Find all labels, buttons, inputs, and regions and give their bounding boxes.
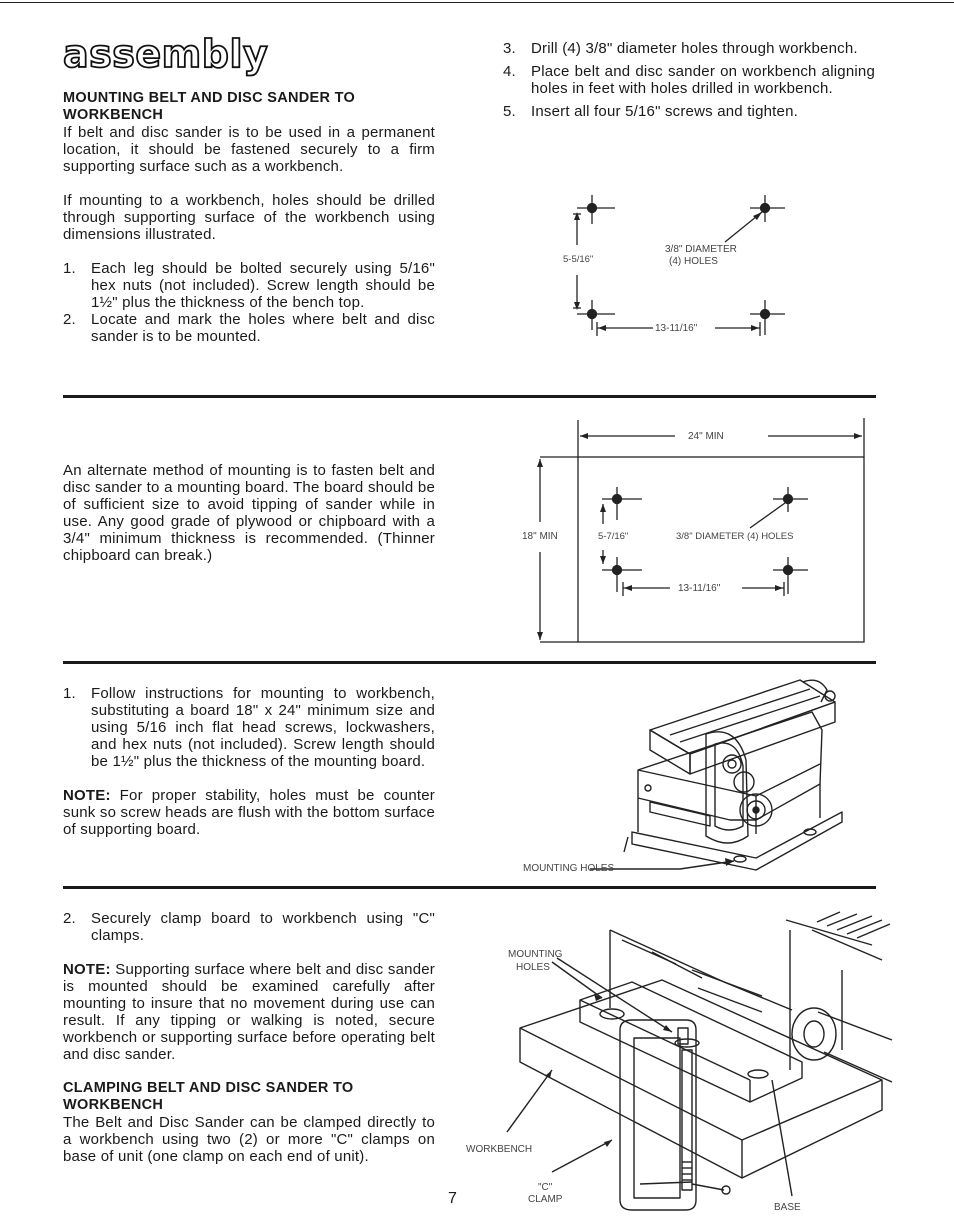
step-number: 4. (503, 63, 516, 80)
step-text: Drill (4) 3/8" diameter holes through workbench. (531, 40, 858, 57)
clamp-illustration (462, 900, 902, 1218)
dimensions-paragraph: If mounting to a workbench, holes should be drilled through supporting surface of the workbench using dimensions illustrated. (63, 192, 435, 243)
clamping-paragraph: The Belt and Disc Sander can be clamped directly to a workbench using two (2) or more "C" clamps on base of unit (one clamp on each end of unit). (63, 1114, 435, 1165)
clamp-label: "C" (538, 1182, 553, 1193)
horizontal-dimension-label: 13-11/16" (678, 583, 721, 594)
page-title: assembly (63, 32, 269, 76)
mounting-label: MOUNTING (508, 949, 563, 960)
note-label: NOTE: (63, 787, 111, 804)
sander-mounting-illustration (520, 672, 850, 877)
section-heading-mounting: MOUNTING BELT AND DISC SANDER TO WORKBENCH (63, 90, 356, 123)
page-number: 7 (448, 1190, 457, 1207)
step-number: 3. (503, 40, 516, 57)
step-text: Locate and mark the holes where belt and disc sander is to be mounted. (91, 311, 435, 345)
hole-label: 3/8" DIAMETER (665, 244, 737, 255)
list-item (503, 103, 875, 120)
mounting-holes-label: MOUNTING HOLES (523, 863, 615, 874)
top-border (0, 2, 954, 3)
workbench-label: WORKBENCH (466, 1144, 533, 1155)
list-item (503, 63, 875, 97)
clamp-label-line2: CLAMP (528, 1194, 563, 1205)
hole-count-label: (4) HOLES (669, 256, 718, 267)
vertical-dimension-label: 5-5/16" (563, 254, 594, 265)
step-number: 1. (63, 685, 76, 702)
list-item (503, 40, 875, 57)
note-label: NOTE: (63, 961, 111, 978)
board-width-label: 24" MIN (688, 431, 724, 442)
section-divider (63, 661, 876, 664)
holes-label: HOLES (516, 962, 550, 973)
section-clamping (63, 910, 435, 1165)
section-divider (63, 395, 876, 398)
intro-paragraph: If belt and disc sander is to be used in a permanent location, it should be fastened securely to a firm supporting surface such as a workbench. (63, 124, 435, 175)
step-number: 5. (503, 103, 516, 120)
vertical-dimension-label: 5-7/16" (598, 531, 629, 542)
stability-note (63, 787, 435, 838)
step-number: 2. (63, 311, 76, 328)
section-mounting-board (63, 462, 435, 564)
note-text: Supporting surface where belt and disc sander is mounted should be examined carefully after mounting to insure that no movement during use can result. If any tipping or walking is noted, secure workbench or supporting surface before operating belt and disc sander. (63, 961, 436, 1063)
horizontal-dimension-label: 13-11/16" (655, 323, 698, 334)
step-text: Insert all four 5/16" screws and tighten. (531, 103, 798, 120)
note-text: For proper stability, holes must be counter sunk so screw heads are flush with the bottom surface of supporting board. (63, 787, 435, 838)
step-text: Follow instructions for mounting to workbench, substituting a board 18" x 24" minimum size and using 5/16 inch flat head screws, lockwashers, and hex nuts (not included). Screw length should be 1½" plus the thickness of the mounting board. (91, 685, 435, 770)
step-text: Each leg should be bolted securely using 5/16" hex nuts (not included). Screw length should be 1½" plus the thickness of the bench top. (91, 260, 435, 311)
board-height-label: 18" MIN (522, 531, 558, 542)
section-board-instructions (63, 685, 435, 838)
step-text: Securely clamp board to workbench using "C" clamps. (91, 910, 435, 944)
section-divider (63, 886, 876, 889)
mounting-board-paragraph: An alternate method of mounting is to fasten belt and disc sander to a mounting board. The board should be of sufficient size to avoid tipping of sander while in use. Any good grade of plywood or chipboard with a 3/4" minimum thickness is recommended. (Thinner chipboard can break.) (63, 462, 435, 564)
step-number: 1. (63, 260, 76, 277)
list-item (63, 910, 435, 944)
step-number: 2. (63, 910, 76, 927)
supporting-surface-note (63, 961, 435, 1063)
mounting-board-diagram (510, 412, 880, 647)
section-heading-clamping: CLAMPING BELT AND DISC SANDER TO WORKBENCH (63, 1080, 354, 1113)
hole-label: 3/8" DIAMETER (4) HOLES (676, 531, 794, 542)
base-label: BASE (774, 1202, 801, 1213)
section-mounting-workbench (63, 90, 435, 345)
step-text: Place belt and disc sander on workbench aligning holes in feet with holes drilled in workbench. (531, 63, 875, 97)
list-item (63, 311, 435, 345)
section-mounting-steps-continued (503, 40, 875, 120)
hole-pattern-diagram (555, 190, 795, 350)
list-item (63, 685, 435, 770)
list-item (63, 260, 435, 311)
